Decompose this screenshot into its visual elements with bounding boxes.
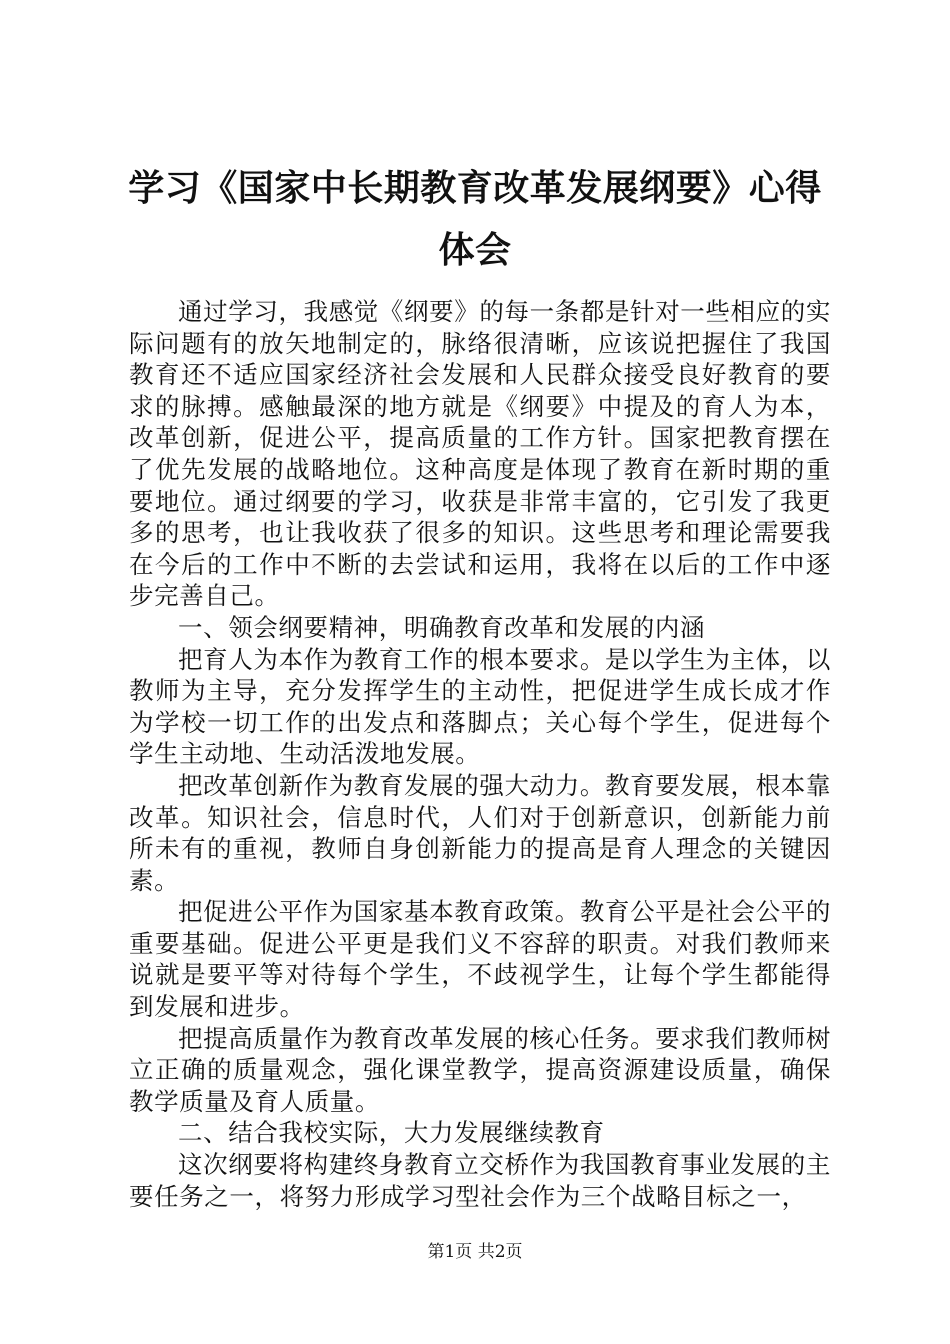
page-footer: 第1页 共2页 <box>427 1242 523 1262</box>
paragraph: 这次纲要将构建终身教育立交桥作为我国教育事业发展的主要任务之一，将努力形成学习型社会作为三个战略目标之一， <box>129 1150 831 1211</box>
paragraph: 把改革创新作为教育发展的强大动力。教育要发展，根本靠改革。知识社会，信息时代，人们对于创新意识，创新能力前所未有的重视，教师自身创新能力的提高是育人理念的关键因素。 <box>129 770 831 895</box>
paragraph: 把育人为本作为教育工作的根本要求。是以学生为主体，以教师为主导，充分发挥学生的主动性，把促进学生成长成才作为学校一切工作的出发点和落脚点；关心每个学生，促进每个学生主动地、生动活泼地发展。 <box>129 644 831 769</box>
section-heading: 一、领会纲要精神，明确教育改革和发展的内涵 <box>178 612 706 642</box>
document-body <box>129 296 831 1212</box>
paragraph: 把提高质量作为教育改革发展的核心任务。要求我们教师树立正确的质量观念，强化课堂教学，提高资源建设质量，确保教学质量及育人质量。 <box>129 1023 831 1116</box>
document-title: 学习《国家中长期教育改革发展纲要》心得体会 <box>128 168 822 271</box>
paragraph: 把促进公平作为国家基本教育政策。教育公平是社会公平的重要基础。促进公平更是我们义不容辞的职责。对我们教师来说就是要平等对待每个学生，不歧视学生，让每个学生都能得到发展和进步。 <box>129 897 831 1022</box>
section-heading: 二、结合我校实际，大力发展继续教育 <box>178 1118 605 1148</box>
paragraph: 通过学习，我感觉《纲要》的每一条都是针对一些相应的实际问题有的放矢地制定的，脉络很清晰，应该说把握住了我国教育还不适应国家经济社会发展和人民群众接受良好教育的要求的脉搏。感触最深的地方就是《纲要》中提及的育人为本，改革创新，促进公平，提高质量的工作方针。国家把教育摆在了优先发展的战略地位。这种高度是体现了教育在新时期的重要地位。通过纲要的学习，收获是非常丰富的，它引发了我更多的思考，也让我收获了很多的知识。这些思考和理论需要我在今后的工作中不断的去尝试和运用，我将在以后的工作中逐步完善自己。 <box>129 297 831 611</box>
